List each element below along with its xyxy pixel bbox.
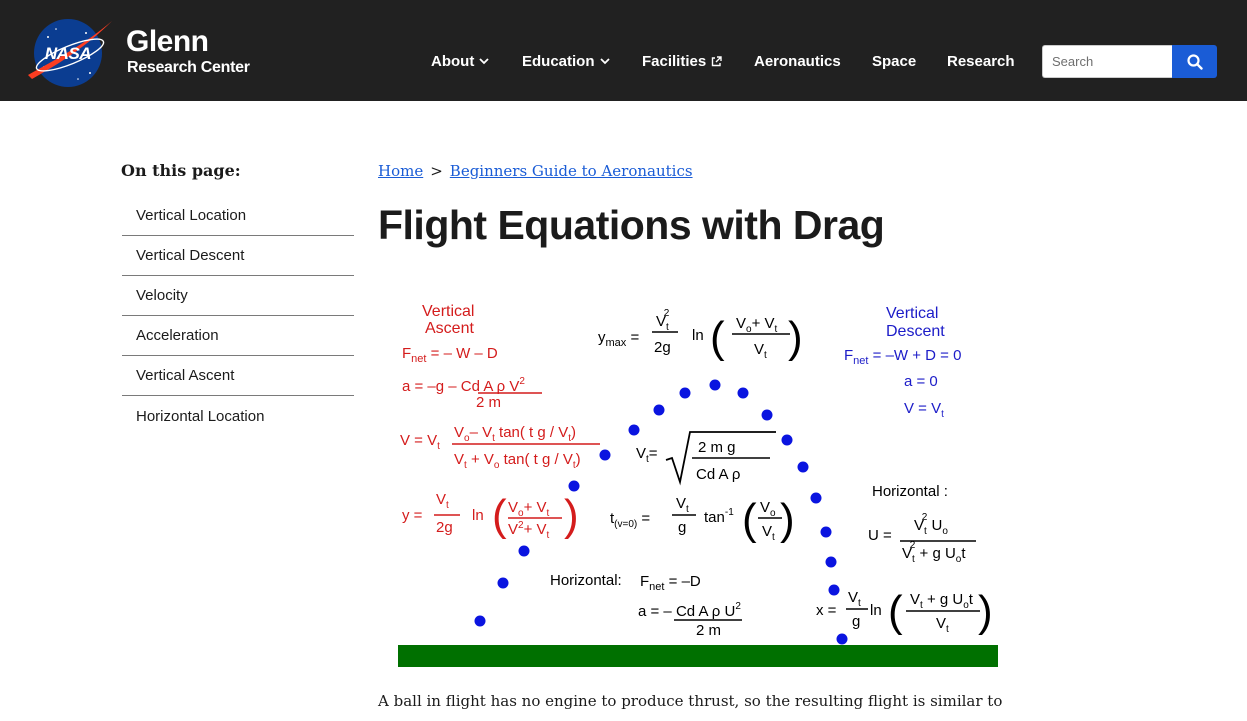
intro-paragraph: A ball in flight has no engine to produce thrust, so the resulting flight is similar to <box>378 692 1003 710</box>
site-title[interactable]: Glenn <box>126 25 209 58</box>
trajectory-point <box>762 410 773 421</box>
svg-text:tan-1: $\tan^{-1}$ <box>704 507 734 526</box>
svg-text:2 m: 2 m <box>696 622 722 639</box>
svg-text:Fnet = –W + D = 0: $F_{net} = -W + D = 0$ <box>844 347 962 367</box>
toc-item-acceleration[interactable]: Acceleration <box>122 316 354 356</box>
svg-text:Vt=: $V_t=$ <box>636 445 658 465</box>
svg-text:y =: y = <box>402 507 423 524</box>
nav-research-label: Research <box>947 53 1015 70</box>
svg-text:Vo+ Vt: $V_o+ V_t$ <box>736 315 778 335</box>
svg-text:Vt + g Uot: $V_t + g$ $U_ot$ <box>910 591 973 611</box>
page-title: Flight Equations with Drag <box>378 202 885 248</box>
trajectory-point <box>498 578 509 589</box>
svg-text:a = –g – Cd A ρ V2: a = –g – Cd A ρ $V^2$ <box>402 376 525 395</box>
search-input[interactable] <box>1042 45 1173 78</box>
toc-item-velocity[interactable]: Velocity <box>122 276 354 316</box>
nav-research[interactable] <box>947 53 1015 70</box>
nav-facilities-label: Facilities <box>642 53 707 70</box>
svg-text:U =: U = <box>868 527 892 544</box>
svg-text:Vt + Vo tan( t g / Vt): $V_t + V_o$ tan( t g / $V_t$) <box>454 451 581 471</box>
svg-text:t(v=0) =: $t_{(v=0)}$ = <box>610 510 651 530</box>
svg-text:ln: ln <box>472 507 484 524</box>
site-subtitle[interactable]: Research Center <box>127 59 250 76</box>
svg-text:Vt: $V_t$ <box>762 523 775 543</box>
svg-text:Vo: $V_o$ <box>760 499 776 519</box>
svg-text:2 m: 2 m <box>476 394 502 411</box>
svg-text:Vt2: $V_t2$ <box>656 308 670 333</box>
nav-education-label: Education <box>522 53 595 70</box>
trajectory-point <box>837 634 848 645</box>
nasa-logo-text: NASA <box>44 44 92 63</box>
ascent-title-1: Vertical <box>422 303 475 320</box>
trajectory-point <box>680 388 691 399</box>
toc-heading: On this page: <box>121 161 241 180</box>
chevron-down-icon <box>600 58 610 65</box>
trajectory-point <box>519 546 530 557</box>
nav-about-label: About <box>431 53 475 70</box>
search-icon <box>1187 54 1203 70</box>
svg-text:): ) <box>780 495 795 544</box>
svg-text:a = 0: a = 0 <box>904 373 938 390</box>
horizontal-right-label: Horizontal : <box>872 483 948 500</box>
flight-equations-figure <box>390 290 1002 670</box>
svg-text:V = Vt: $V = V_t$ <box>904 400 944 420</box>
toc-item-vertical-location[interactable]: Vertical Location <box>122 196 354 236</box>
svg-text:V2+ Vt: $V^2+ V_t$ <box>508 520 550 541</box>
nav-space[interactable] <box>872 53 916 70</box>
trajectory-point <box>826 557 837 568</box>
svg-text:Vt: $V_t$ <box>936 615 949 635</box>
svg-text:Vo+ Vt: $V_o+ V_t$ <box>508 499 550 519</box>
ascent-equations <box>400 303 600 541</box>
svg-text:2 m g: 2 m g <box>698 439 736 456</box>
chevron-down-icon <box>479 58 489 65</box>
svg-text:V = Vt: $V = V_t$ <box>400 432 440 452</box>
trajectory-point <box>475 616 486 627</box>
trajectory-point <box>569 481 580 492</box>
svg-text:2g: 2g <box>654 339 671 356</box>
trajectory-point <box>654 405 665 416</box>
trajectory-point <box>600 450 611 461</box>
svg-text:(: ( <box>492 491 507 540</box>
svg-text:g: g <box>852 613 861 630</box>
descent-title-1: Vertical <box>886 305 939 322</box>
svg-text:Vt2 + g Uot: $V_t2 + g$ $U_ot$ <box>902 540 966 565</box>
svg-text:Fnet = – W – D: $F_{net}$ = – W – D <box>402 345 498 365</box>
nav-aeronautics[interactable] <box>754 53 841 70</box>
breadcrumb-current-link[interactable]: Beginners Guide to Aeronautics <box>449 162 693 180</box>
svg-text:Vt: $V_t$ <box>436 491 449 511</box>
breadcrumb-separator: > <box>430 162 443 180</box>
nav-education[interactable] <box>522 53 610 70</box>
svg-text:): ) <box>788 313 803 362</box>
svg-text:ln: ln <box>870 602 882 619</box>
svg-text:(: ( <box>710 313 725 362</box>
trajectory-point <box>710 380 721 391</box>
svg-text:Vt: $V_t$ <box>676 495 689 515</box>
nav-space-label: Space <box>872 53 917 70</box>
nav-facilities[interactable] <box>642 53 722 70</box>
svg-text:2g: 2g <box>436 519 453 536</box>
svg-text:ln: ln <box>692 327 704 344</box>
svg-text:a = – Cd A ρ U2: a = – Cd A ρ $U^2$ <box>638 601 741 620</box>
svg-text:Vt2 Uo: $V_t2$ $U_o$ <box>914 512 948 537</box>
toc-item-vertical-ascent[interactable]: Vertical Ascent <box>122 356 354 396</box>
external-link-icon <box>711 56 722 67</box>
descent-title-2: Descent <box>886 323 945 340</box>
breadcrumb <box>378 162 693 180</box>
toc-list <box>122 196 354 436</box>
trajectory-point <box>738 388 749 399</box>
trajectory-point <box>821 527 832 538</box>
descent-equations <box>844 305 961 420</box>
toc-item-vertical-descent[interactable]: Vertical Descent <box>122 236 354 276</box>
search-button[interactable] <box>1172 45 1217 78</box>
svg-text:(: ( <box>742 495 757 544</box>
svg-text:Vt: $V_t$ <box>848 589 861 609</box>
trajectory-point <box>629 425 640 436</box>
breadcrumb-home-link[interactable]: Home <box>378 162 424 180</box>
trajectory-point <box>829 585 840 596</box>
horizontal-right-equations <box>816 483 993 636</box>
center-equations <box>550 308 803 639</box>
nav-aeronautics-label: Aeronautics <box>754 53 841 70</box>
horizontal-bottom-label: Horizontal: <box>550 572 622 589</box>
svg-text:Vo– Vt tan( t g / Vt): $V_o-$ $V_t$ tan( t g / $V_t$) <box>454 424 577 444</box>
svg-text:x =: x = <box>816 602 837 619</box>
trajectory-point <box>782 435 793 446</box>
nav-about[interactable] <box>431 53 489 70</box>
toc-item-horizontal-location[interactable]: Horizontal Location <box>136 407 265 425</box>
trajectory-point <box>811 493 822 504</box>
svg-text:): ) <box>564 491 579 540</box>
ground-strip <box>398 645 998 667</box>
ascent-title-2: Ascent <box>425 320 474 337</box>
site-header <box>0 0 1247 101</box>
svg-text:ymax =: $y_{max}$ = <box>598 329 640 349</box>
svg-text:): ) <box>978 587 993 636</box>
svg-text:Fnet = –D: $F_{net} = -D$ <box>640 573 701 593</box>
svg-text:g: g <box>678 519 687 536</box>
trajectory-point <box>798 462 809 473</box>
svg-text:Vt: $V_t$ <box>754 341 767 361</box>
svg-text:Cd A ρ: Cd A ρ <box>696 466 741 483</box>
svg-text:(: ( <box>888 587 903 636</box>
nasa-logo[interactable] <box>26 17 114 89</box>
